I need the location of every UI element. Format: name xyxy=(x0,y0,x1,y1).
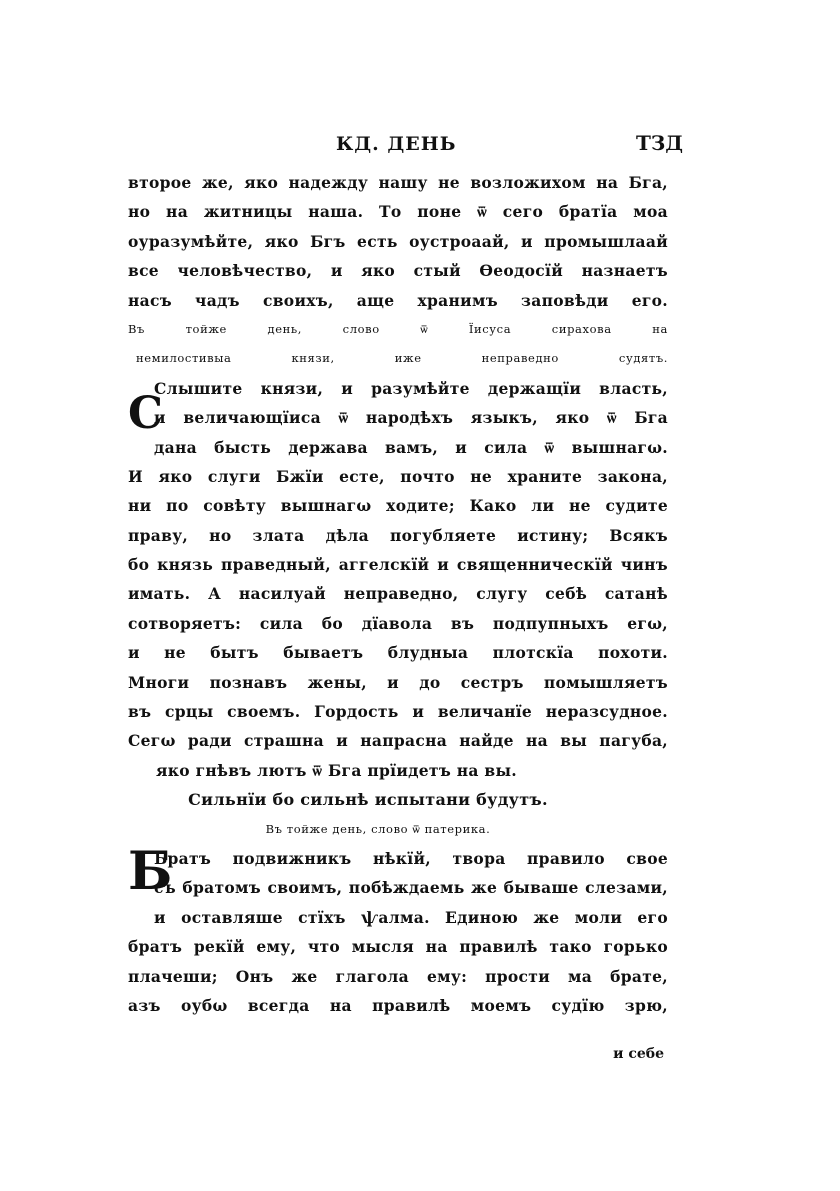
drop-cap-initial: С xyxy=(128,388,164,439)
text-line: Слышите князи, и разумѣйте держащїи власть, xyxy=(154,378,668,398)
folio-number: ТЗД xyxy=(636,131,684,155)
text-line: праву, но злата дѣла погубляете истину; Всякъ xyxy=(128,525,668,545)
text-line: бо князь праведный, аггелскїй и священническїй чинъ xyxy=(128,555,668,575)
text-line: сотворяетъ: сила бо дїавола въ подпупныхъ егω, xyxy=(128,613,668,633)
text-line: съ братомъ своимъ, побѣждаемь же бываше слезами, xyxy=(154,878,668,898)
section-heading: немилостивыа князи, иже неправедно судятъ. xyxy=(136,351,668,366)
text-line: И яко слуги Бжїи есте, почто не храните закона, xyxy=(128,466,668,486)
text-line: братъ рекїй ему, что мысля на правилѣ тако горько xyxy=(128,937,668,957)
catchword: и себе xyxy=(613,1046,664,1062)
text-line: и оставляше стїхъ ѱалма. Единою же моли его xyxy=(154,907,668,927)
text-line: Братъ подвижникъ нѣкїй, твора правило свое xyxy=(154,848,668,868)
text-line: ни по совѣту вышнагω ходите; Како ли не судите xyxy=(128,496,668,516)
text-line: и не бытъ бываетъ блудныа плотскїа похоти. xyxy=(128,643,668,663)
text-line: но на житницы наша. То поне ѿ сего братїа моа xyxy=(128,202,668,222)
text-line: азъ оубω всегда на правилѣ моемъ судїю зрю, xyxy=(128,995,668,1015)
text-line: плачеши; Онъ же глагола ему: прости ма брате, xyxy=(128,966,668,986)
text-line: второе же, яко надежду нашу не возложихом на Бга, xyxy=(128,173,668,192)
closing-sentence: Сильнїи бо сильнѣ испытани будутъ. xyxy=(188,790,548,810)
text-line: въ срцы своемъ. Гордость и величанїе неразсудное. xyxy=(128,702,668,722)
text-line: Сегω ради страшна и напрасна найде на вы пагуба, xyxy=(128,731,668,751)
drop-cap-initial: Б xyxy=(128,841,173,902)
text-line: Многи познавъ жены, и до сестръ помышляетъ xyxy=(128,672,668,692)
text-line: оуразумѣйте, яко Бгъ есть оустроаай, и промышлаай xyxy=(128,231,668,251)
section-heading: Въ тойже день, слово ѿ Їисуса сирахова на xyxy=(128,321,668,336)
text-line: и величающїиса ѿ народѣхъ языкъ, яко ѿ Бга xyxy=(154,408,668,428)
text-line: имать. А насилуай неправедно, слугу себѣ сатанѣ xyxy=(128,584,668,604)
text-line: насъ чадъ своихъ, аще хранимъ заповѣди его. xyxy=(128,290,668,310)
text-line: яко гнѣвъ лютъ ѿ Бга прїидетъ на вы. xyxy=(156,760,517,780)
running-head-date: КД. ДЕНЬ xyxy=(336,133,457,155)
section-heading: Въ тойже день, слово ѿ патерика. xyxy=(265,821,491,836)
page-body-text xyxy=(128,168,668,1020)
text-line: дана бысть держава вамъ, и сила ѿ вышнагω. xyxy=(154,437,668,457)
text-line: все человѣчество, и яко стый Ѳеодосїй назнаетъ xyxy=(128,261,668,281)
